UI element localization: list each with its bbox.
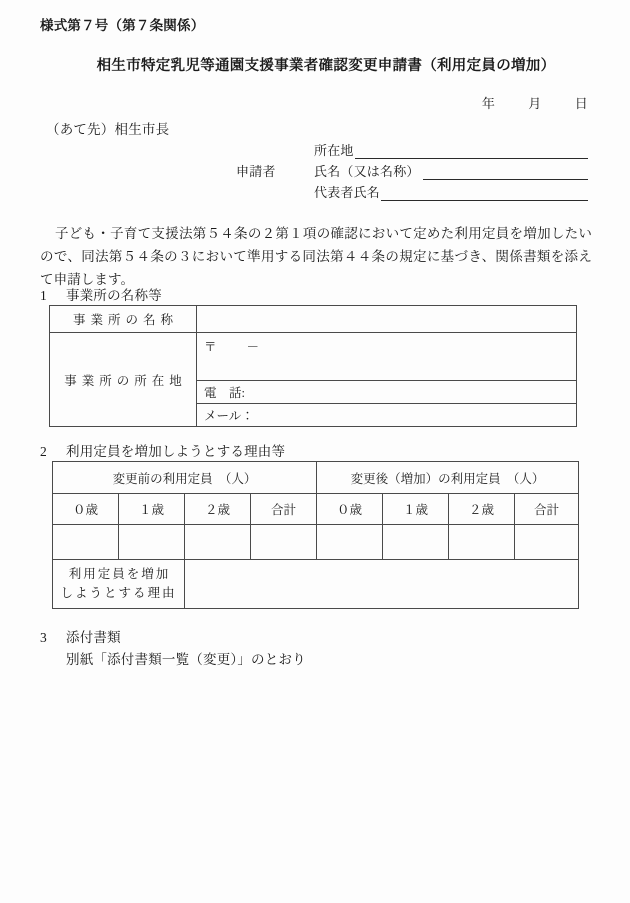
applicant-prefix-label: 申請者 <box>236 164 276 179</box>
section-1-heading <box>40 284 162 304</box>
age-header-after-total: 合計 <box>515 494 579 525</box>
section-1-number: 1 <box>40 288 47 303</box>
age-header-after-0: ０歳 <box>317 494 383 525</box>
reason-label-line-2: しようとする理由 <box>60 586 177 600</box>
applicant-row-representative <box>236 180 588 201</box>
reason-value-cell[interactable] <box>185 560 579 609</box>
facility-mail-label: メール： <box>204 409 254 423</box>
date-year-label: 年 <box>481 96 496 111</box>
facility-mail-value-cell[interactable] <box>197 404 577 427</box>
form-number: 様式第７号（第７条関係） <box>40 18 205 33</box>
section-2-title: 利用定員を増加しようとする理由等 <box>66 444 286 459</box>
attachment-note: 別紙「添付書類一覧（変更）」のとおり <box>66 652 306 667</box>
applicant-representative-input[interactable] <box>381 185 588 201</box>
postal-mark-icon: 〒 <box>204 340 217 354</box>
age-header-after-1: １歳 <box>383 494 449 525</box>
section-2-number: 2 <box>40 444 47 459</box>
applicant-row-address <box>236 138 588 159</box>
section-1-title: 事業所の名称等 <box>66 288 162 303</box>
capacity-after-total-cell[interactable] <box>515 525 579 560</box>
capacity-before-0-cell[interactable] <box>53 525 119 560</box>
capacity-table <box>52 461 579 609</box>
facility-name-label-cell <box>50 306 197 333</box>
capacity-group-header-before: 変更前の利用定員 （人） <box>53 462 317 494</box>
applicant-block <box>236 138 588 201</box>
section-3-title: 添付書類 <box>66 630 121 645</box>
reason-label-line-1: 利用定員を増加 <box>68 567 171 581</box>
date-line <box>482 93 588 112</box>
age-header-after-2: ２歳 <box>449 494 515 525</box>
capacity-after-0-cell[interactable] <box>317 525 383 560</box>
zip-dash: － <box>246 340 260 354</box>
body-paragraph: 子ども・子育て支援法第５４条の２第１項の確認において定めた利用定員を増加したいので、同法第５４条の３において準用する同法第４４条の規定に基づき、関係書類を添えて申請します。 <box>40 226 592 287</box>
facility-name-label: 事業所の名称 <box>72 313 178 327</box>
date-month-label: 月 <box>528 96 542 111</box>
applicant-address-input[interactable] <box>355 143 588 159</box>
facility-zip-label <box>197 333 576 355</box>
applicant-address-label: 所在地 <box>314 143 354 158</box>
reason-label <box>53 562 184 606</box>
table-row <box>53 494 579 525</box>
age-header-before-1: １歳 <box>119 494 185 525</box>
addressee: （あて先）相生市長 <box>46 122 170 137</box>
facility-name-value-cell[interactable] <box>197 306 577 333</box>
section-3-heading <box>40 626 121 646</box>
facility-address-label: 事業所の所在地 <box>64 373 187 388</box>
document-title: 相生市特定乳児等通園支援事業者確認変更申請書（利用定員の増加） <box>96 58 556 74</box>
capacity-before-1-cell[interactable] <box>119 525 185 560</box>
capacity-before-2-cell[interactable] <box>185 525 251 560</box>
applicant-name-label: 氏名（又は名称） <box>314 164 420 179</box>
table-row <box>53 525 579 560</box>
facility-tel-value-cell[interactable] <box>197 381 577 404</box>
table-row <box>53 462 579 494</box>
reason-label-cell <box>53 560 185 609</box>
table-row <box>50 306 577 333</box>
capacity-after-1-cell[interactable] <box>383 525 449 560</box>
facility-zip-value-cell[interactable] <box>197 333 577 381</box>
age-header-before-2: ２歳 <box>185 494 251 525</box>
section-3-number: 3 <box>40 630 47 645</box>
applicant-name-input[interactable] <box>423 164 588 180</box>
table-row <box>53 560 579 609</box>
facility-address-label-cell <box>50 333 197 427</box>
capacity-after-2-cell[interactable] <box>449 525 515 560</box>
age-header-before-total: 合計 <box>251 494 317 525</box>
applicant-row-name <box>236 159 588 180</box>
facility-table <box>49 305 577 427</box>
capacity-before-total-cell[interactable] <box>251 525 317 560</box>
table-row <box>50 333 577 381</box>
age-header-before-0: ０歳 <box>53 494 119 525</box>
date-day-label: 日 <box>574 96 588 111</box>
section-2-heading <box>40 440 285 460</box>
capacity-group-header-after: 変更後（増加）の利用定員 （人） <box>317 462 579 494</box>
applicant-representative-label: 代表者氏名 <box>314 185 381 200</box>
facility-tel-label: 電 話: <box>204 386 245 400</box>
